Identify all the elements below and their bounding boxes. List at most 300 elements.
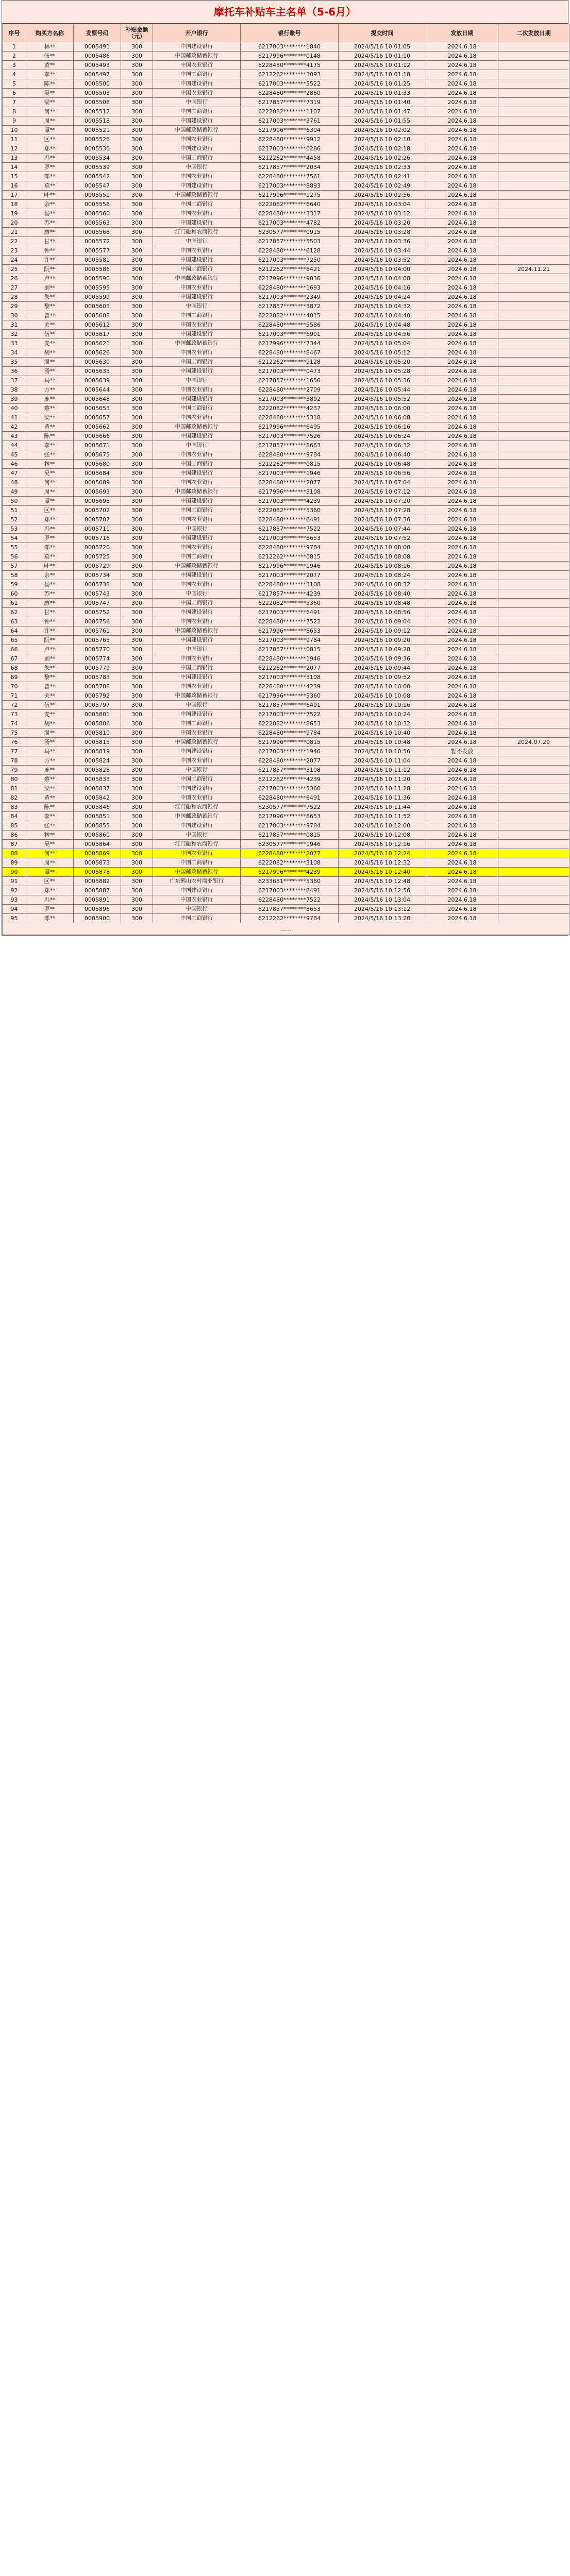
payout-date: 2024.6.18 bbox=[426, 163, 498, 172]
bank-name: 中国工商银行 bbox=[153, 154, 241, 163]
bank-name: 中国银行 bbox=[153, 766, 241, 775]
bank-account: 6228480********5318 bbox=[241, 413, 339, 422]
invoice-number: 0005689 bbox=[74, 478, 121, 487]
subsidy-amount: 300 bbox=[121, 348, 153, 358]
invoice-number: 0005503 bbox=[74, 89, 121, 98]
row-number: 18 bbox=[3, 200, 26, 209]
bank-name: 中国邮政储蓄银行 bbox=[153, 422, 241, 432]
invoice-number: 0005556 bbox=[74, 200, 121, 209]
row-number: 3 bbox=[3, 61, 26, 70]
bank-account: 6230577********1946 bbox=[241, 840, 339, 849]
buyer-name: 郑** bbox=[26, 144, 74, 154]
second-payout-date bbox=[498, 487, 569, 497]
table-row bbox=[3, 914, 569, 923]
submit-time: 2024/5/16 10:05:36 bbox=[339, 376, 426, 385]
bank-name: 中国工商银行 bbox=[153, 358, 241, 367]
submit-time: 2024/5/16 10:01:12 bbox=[339, 61, 426, 70]
subsidy-amount: 300 bbox=[121, 608, 153, 617]
payout-date: 2024.6.18 bbox=[426, 154, 498, 163]
bank-account: 6212262********0815 bbox=[241, 552, 339, 562]
buyer-name: 叶** bbox=[26, 562, 74, 571]
table-row bbox=[3, 283, 569, 293]
row-number: 70 bbox=[3, 682, 26, 691]
payout-date: 2024.6.18 bbox=[426, 877, 498, 886]
table-row bbox=[3, 784, 569, 793]
bank-account: 6228480********2077 bbox=[241, 478, 339, 487]
bank-name: 中国邮政储蓄银行 bbox=[153, 126, 241, 135]
second-payout-date bbox=[498, 460, 569, 469]
subsidy-amount: 300 bbox=[121, 534, 153, 543]
table-row bbox=[3, 209, 569, 218]
invoice-number: 0005752 bbox=[74, 608, 121, 617]
bank-name: 中国工商银行 bbox=[153, 506, 241, 515]
second-payout-date bbox=[498, 868, 569, 877]
buyer-name: 郑** bbox=[26, 886, 74, 895]
subsidy-amount: 300 bbox=[121, 413, 153, 422]
invoice-number: 0005797 bbox=[74, 701, 121, 710]
bank-name: 中国建设银行 bbox=[153, 395, 241, 404]
row-number: 30 bbox=[3, 311, 26, 320]
payout-date: 2024.6.18 bbox=[426, 358, 498, 367]
table-row bbox=[3, 116, 569, 126]
second-payout-date bbox=[498, 617, 569, 626]
submit-time: 2024/5/16 10:08:32 bbox=[339, 580, 426, 589]
second-payout-date bbox=[498, 905, 569, 914]
buyer-name: 许** bbox=[26, 626, 74, 636]
payout-date: 2024.6.18 bbox=[426, 497, 498, 506]
bank-name: 中国银行 bbox=[153, 237, 241, 246]
table-row bbox=[3, 858, 569, 868]
row-number: 33 bbox=[3, 339, 26, 348]
bank-account: 6228480********7522 bbox=[241, 895, 339, 905]
submit-time: 2024/5/16 10:07:20 bbox=[339, 497, 426, 506]
submit-time: 2024/5/16 10:06:56 bbox=[339, 469, 426, 478]
bank-account: 6217003********7526 bbox=[241, 432, 339, 441]
submit-time: 2024/5/16 10:09:28 bbox=[339, 645, 426, 654]
table-row bbox=[3, 552, 569, 562]
subsidy-amount: 300 bbox=[121, 209, 153, 218]
invoice-number: 0005806 bbox=[74, 719, 121, 728]
payout-date: 2024.6.18 bbox=[426, 302, 498, 311]
bank-account: 6217996********4239 bbox=[241, 868, 339, 877]
buyer-name: 区** bbox=[26, 506, 74, 515]
submit-time: 2024/5/16 10:04:56 bbox=[339, 330, 426, 339]
invoice-number: 0005788 bbox=[74, 682, 121, 691]
bank-account: 6228480********9784 bbox=[241, 728, 339, 738]
bank-account: 6222082********1107 bbox=[241, 107, 339, 116]
submit-time: 2024/5/16 10:02:41 bbox=[339, 172, 426, 181]
subsidy-amount: 300 bbox=[121, 135, 153, 144]
subsidy-amount: 300 bbox=[121, 478, 153, 487]
submit-time: 2024/5/16 10:06:24 bbox=[339, 432, 426, 441]
submit-time: 2024/5/16 10:04:00 bbox=[339, 265, 426, 274]
bank-name: 中国工商银行 bbox=[153, 858, 241, 868]
second-payout-date bbox=[498, 691, 569, 701]
row-number: 9 bbox=[3, 116, 26, 126]
row-number: 67 bbox=[3, 654, 26, 664]
invoice-number: 0005491 bbox=[74, 42, 121, 52]
column-header: 补贴金额（元） bbox=[121, 24, 153, 42]
bank-account: 6222082********8653 bbox=[241, 719, 339, 728]
second-payout-date bbox=[498, 135, 569, 144]
subsidy-amount: 300 bbox=[121, 673, 153, 682]
buyer-name: 苏** bbox=[26, 218, 74, 228]
second-payout-date bbox=[498, 580, 569, 589]
second-payout-date bbox=[498, 552, 569, 562]
table-row bbox=[3, 571, 569, 580]
submit-time: 2024/5/16 10:03:12 bbox=[339, 209, 426, 218]
second-payout-date bbox=[498, 441, 569, 450]
submit-time: 2024/5/16 10:05:12 bbox=[339, 348, 426, 358]
invoice-number: 0005621 bbox=[74, 339, 121, 348]
submit-time: 2024/5/16 10:12:08 bbox=[339, 831, 426, 840]
subsidy-amount: 300 bbox=[121, 905, 153, 914]
submit-time: 2024/5/16 10:07:12 bbox=[339, 487, 426, 497]
table-row bbox=[3, 339, 569, 348]
buyer-name: 罗** bbox=[26, 534, 74, 543]
invoice-number: 0005837 bbox=[74, 784, 121, 793]
bank-name: 广东鹤山农村商业银行 bbox=[153, 877, 241, 886]
payout-date: 2024.6.18 bbox=[426, 450, 498, 460]
row-number: 29 bbox=[3, 302, 26, 311]
table-row bbox=[3, 515, 569, 524]
bank-name: 中国工商银行 bbox=[153, 311, 241, 320]
second-payout-date bbox=[498, 645, 569, 654]
bank-account: 6228480********9784 bbox=[241, 543, 339, 552]
submit-time: 2024/5/16 10:06:16 bbox=[339, 422, 426, 432]
table-row bbox=[3, 42, 569, 52]
invoice-number: 0005617 bbox=[74, 330, 121, 339]
bank-name: 中国邮政储蓄银行 bbox=[153, 52, 241, 61]
second-payout-date bbox=[498, 636, 569, 645]
subsidy-amount: 300 bbox=[121, 543, 153, 552]
table-row bbox=[3, 135, 569, 144]
bank-account: 6217003********3761 bbox=[241, 116, 339, 126]
subsidy-amount: 300 bbox=[121, 385, 153, 395]
bank-name: 中国工商银行 bbox=[153, 914, 241, 923]
row-number: 27 bbox=[3, 283, 26, 293]
bank-name: 中国农业银行 bbox=[153, 413, 241, 422]
invoice-number: 0005508 bbox=[74, 98, 121, 107]
payout-date: 2024.6.18 bbox=[426, 849, 498, 858]
subsidy-amount: 300 bbox=[121, 154, 153, 163]
table-row bbox=[3, 766, 569, 775]
payout-date: 2024.6.18 bbox=[426, 79, 498, 89]
table-row bbox=[3, 775, 569, 784]
second-payout-date bbox=[498, 89, 569, 98]
payout-date: 2024.6.18 bbox=[426, 135, 498, 144]
table-row bbox=[3, 534, 569, 543]
payout-date: 2024.6.18 bbox=[426, 626, 498, 636]
table-row bbox=[3, 895, 569, 905]
subsidy-amount: 300 bbox=[121, 580, 153, 589]
payout-date: 2024.6.18 bbox=[426, 617, 498, 626]
payout-date: 2024.6.18 bbox=[426, 256, 498, 265]
table-row bbox=[3, 682, 569, 691]
subsidy-amount: 300 bbox=[121, 886, 153, 895]
second-payout-date bbox=[498, 812, 569, 821]
table-row bbox=[3, 849, 569, 858]
submit-time: 2024/5/16 10:04:48 bbox=[339, 320, 426, 330]
payout-date: 2024.6.18 bbox=[426, 599, 498, 608]
row-number: 72 bbox=[3, 701, 26, 710]
bank-name: 中国邮政储蓄银行 bbox=[153, 626, 241, 636]
invoice-number: 0005860 bbox=[74, 831, 121, 840]
subsidy-amount: 300 bbox=[121, 562, 153, 571]
row-number: 19 bbox=[3, 209, 26, 218]
payout-date: 2024.6.18 bbox=[426, 144, 498, 154]
subsidy-amount: 300 bbox=[121, 858, 153, 868]
bank-name: 中国农业银行 bbox=[153, 283, 241, 293]
invoice-number: 0005815 bbox=[74, 738, 121, 747]
row-number: 36 bbox=[3, 367, 26, 376]
invoice-number: 0005828 bbox=[74, 766, 121, 775]
payout-date: 2024.6.18 bbox=[426, 515, 498, 524]
buyer-name: 区** bbox=[26, 135, 74, 144]
buyer-name: 冯** bbox=[26, 154, 74, 163]
buyer-name: 马** bbox=[26, 376, 74, 385]
bank-account: 6228480********3108 bbox=[241, 580, 339, 589]
payout-date: 2024.6.18 bbox=[426, 200, 498, 209]
bank-account: 6217003********7522 bbox=[241, 710, 339, 719]
invoice-number: 0005761 bbox=[74, 626, 121, 636]
payout-date: 2024.6.18 bbox=[426, 293, 498, 302]
bank-name: 中国邮政储蓄银行 bbox=[153, 812, 241, 821]
bank-account: 6228480********1693 bbox=[241, 283, 339, 293]
buyer-name: 马** bbox=[26, 747, 74, 756]
submit-time: 2024/5/16 10:04:08 bbox=[339, 274, 426, 283]
subsidy-amount: 300 bbox=[121, 849, 153, 858]
subsidy-amount: 300 bbox=[121, 784, 153, 793]
bank-account: 6217003********5360 bbox=[241, 784, 339, 793]
payout-date: 2024.6.18 bbox=[426, 552, 498, 562]
row-number: 78 bbox=[3, 756, 26, 766]
second-payout-date bbox=[498, 52, 569, 61]
subsidy-amount: 300 bbox=[121, 812, 153, 821]
bank-name: 中国邮政储蓄银行 bbox=[153, 191, 241, 200]
payout-date: 2024.6.18 bbox=[426, 385, 498, 395]
bank-account: 6217996********3108 bbox=[241, 487, 339, 497]
subsidy-amount: 300 bbox=[121, 293, 153, 302]
row-number: 48 bbox=[3, 478, 26, 487]
submit-time: 2024/5/16 10:09:36 bbox=[339, 654, 426, 664]
submit-time: 2024/5/16 10:13:20 bbox=[339, 914, 426, 923]
submit-time: 2024/5/16 10:09:20 bbox=[339, 636, 426, 645]
buyer-name: 钟** bbox=[26, 246, 74, 256]
second-payout-date bbox=[498, 154, 569, 163]
subsidy-list-sheet bbox=[2, 0, 568, 936]
row-number: 31 bbox=[3, 320, 26, 330]
invoice-number: 0005608 bbox=[74, 311, 121, 320]
bank-account: 6217003********2349 bbox=[241, 293, 339, 302]
bank-name: 中国农业银行 bbox=[153, 793, 241, 803]
bank-account: 6212262********4458 bbox=[241, 154, 339, 163]
payout-date: 2024.6.18 bbox=[426, 376, 498, 385]
second-payout-date bbox=[498, 395, 569, 404]
bank-name: 中国建设银行 bbox=[153, 821, 241, 831]
submit-time: 2024/5/16 10:07:52 bbox=[339, 534, 426, 543]
payout-date: 2024.6.18 bbox=[426, 413, 498, 422]
table-row bbox=[3, 812, 569, 821]
subsidy-table bbox=[2, 24, 569, 935]
row-number: 11 bbox=[3, 135, 26, 144]
submit-time: 2024/5/16 10:12:24 bbox=[339, 849, 426, 858]
bank-account: 6217857********8653 bbox=[241, 905, 339, 914]
table-row bbox=[3, 608, 569, 617]
buyer-name: 方** bbox=[26, 385, 74, 395]
bank-name: 中国建设银行 bbox=[153, 144, 241, 154]
row-number: 39 bbox=[3, 395, 26, 404]
submit-time: 2024/5/16 10:12:48 bbox=[339, 877, 426, 886]
bank-account: 6222082********6640 bbox=[241, 200, 339, 209]
buyer-name: 黄** bbox=[26, 793, 74, 803]
bank-account: 6217003********3892 bbox=[241, 395, 339, 404]
bank-account: 6217857********4239 bbox=[241, 589, 339, 599]
column-header: 发放日期 bbox=[426, 24, 498, 42]
row-number: 87 bbox=[3, 840, 26, 849]
bank-name: 中国农业银行 bbox=[153, 580, 241, 589]
buyer-name: 伍** bbox=[26, 330, 74, 339]
bank-name: 中国银行 bbox=[153, 441, 241, 450]
invoice-number: 0005534 bbox=[74, 154, 121, 163]
second-payout-date bbox=[498, 701, 569, 710]
buyer-name: 林** bbox=[26, 831, 74, 840]
second-payout-date bbox=[498, 293, 569, 302]
submit-time: 2024/5/16 10:08:08 bbox=[339, 552, 426, 562]
second-payout-date bbox=[498, 79, 569, 89]
bank-name: 中国工商银行 bbox=[153, 404, 241, 413]
subsidy-amount: 300 bbox=[121, 126, 153, 135]
buyer-name: 李** bbox=[26, 441, 74, 450]
buyer-name: 莫** bbox=[26, 552, 74, 562]
bank-account: 6228480********4239 bbox=[241, 682, 339, 691]
invoice-number: 0005873 bbox=[74, 858, 121, 868]
buyer-name: 张** bbox=[26, 52, 74, 61]
payout-date: 2024.6.18 bbox=[426, 589, 498, 599]
submit-time: 2024/5/16 10:08:56 bbox=[339, 608, 426, 617]
submit-time: 2024/5/16 10:02:02 bbox=[339, 126, 426, 135]
buyer-name: 曾** bbox=[26, 311, 74, 320]
second-payout-date bbox=[498, 450, 569, 460]
subsidy-amount: 300 bbox=[121, 302, 153, 311]
bank-account: 6217996********8653 bbox=[241, 812, 339, 821]
row-number: 47 bbox=[3, 469, 26, 478]
bank-name: 中国建设银行 bbox=[153, 330, 241, 339]
invoice-number: 0005635 bbox=[74, 367, 121, 376]
second-payout-date bbox=[498, 274, 569, 283]
table-row bbox=[3, 821, 569, 831]
table-row bbox=[3, 191, 569, 200]
bank-account: 6212262********0815 bbox=[241, 460, 339, 469]
invoice-number: 0005779 bbox=[74, 664, 121, 673]
second-payout-date bbox=[498, 599, 569, 608]
submit-time: 2024/5/16 10:11:44 bbox=[339, 803, 426, 812]
submit-time: 2024/5/16 10:11:52 bbox=[339, 812, 426, 821]
bank-name: 中国农业银行 bbox=[153, 895, 241, 905]
bank-name: 中国工商银行 bbox=[153, 460, 241, 469]
submit-time: 2024/5/16 10:04:40 bbox=[339, 311, 426, 320]
row-number: 20 bbox=[3, 218, 26, 228]
row-number: 26 bbox=[3, 274, 26, 283]
submit-time: 2024/5/16 10:01:05 bbox=[339, 42, 426, 52]
bank-name: 中国农业银行 bbox=[153, 849, 241, 858]
bank-account: 6217003********0473 bbox=[241, 367, 339, 376]
table-row bbox=[3, 52, 569, 61]
payout-date: 2024.6.18 bbox=[426, 719, 498, 728]
bank-account: 6217996********6495 bbox=[241, 422, 339, 432]
buyer-name: 阮** bbox=[26, 265, 74, 274]
second-payout-date bbox=[498, 218, 569, 228]
bank-name: 中国农业银行 bbox=[153, 348, 241, 358]
bank-name: 中国农业银行 bbox=[153, 320, 241, 330]
row-number: 82 bbox=[3, 793, 26, 803]
invoice-number: 0005639 bbox=[74, 376, 121, 385]
submit-time: 2024/5/16 10:05:20 bbox=[339, 358, 426, 367]
subsidy-amount: 300 bbox=[121, 404, 153, 413]
row-number: 28 bbox=[3, 293, 26, 302]
bank-name: 中国银行 bbox=[153, 302, 241, 311]
bank-name: 中国邮政储蓄银行 bbox=[153, 691, 241, 701]
invoice-number: 0005869 bbox=[74, 849, 121, 858]
table-row bbox=[3, 728, 569, 738]
payout-date: 2024.6.18 bbox=[426, 404, 498, 413]
bank-name: 中国农业银行 bbox=[153, 89, 241, 98]
bank-account: 6217996********8653 bbox=[241, 626, 339, 636]
bank-name: 中国建设银行 bbox=[153, 534, 241, 543]
subsidy-amount: 300 bbox=[121, 775, 153, 784]
row-number: 73 bbox=[3, 710, 26, 719]
bank-account: 6217857********3872 bbox=[241, 302, 339, 311]
row-number: 81 bbox=[3, 784, 26, 793]
invoice-number: 0005518 bbox=[74, 116, 121, 126]
row-number: 68 bbox=[3, 664, 26, 673]
buyer-name: 何** bbox=[26, 478, 74, 487]
bank-account: 6228480********6491 bbox=[241, 515, 339, 524]
invoice-number: 0005497 bbox=[74, 70, 121, 79]
second-payout-date bbox=[498, 914, 569, 923]
second-payout-date bbox=[498, 42, 569, 52]
bank-name: 中国邮政储蓄银行 bbox=[153, 339, 241, 348]
invoice-number: 0005572 bbox=[74, 237, 121, 246]
invoice-number: 0005563 bbox=[74, 218, 121, 228]
invoice-number: 0005486 bbox=[74, 52, 121, 61]
row-number: 90 bbox=[3, 868, 26, 877]
table-row bbox=[3, 432, 569, 441]
row-number: 95 bbox=[3, 914, 26, 923]
table-header bbox=[3, 24, 569, 42]
buyer-name: 许** bbox=[26, 256, 74, 265]
payout-date: 2024.6.18 bbox=[426, 89, 498, 98]
table-row bbox=[3, 441, 569, 450]
payout-date: 2024.6.18 bbox=[426, 756, 498, 766]
row-number: 22 bbox=[3, 237, 26, 246]
bank-name: 中国农业银行 bbox=[153, 450, 241, 460]
subsidy-amount: 300 bbox=[121, 358, 153, 367]
payout-date: 2024.6.18 bbox=[426, 191, 498, 200]
subsidy-amount: 300 bbox=[121, 98, 153, 107]
table-row bbox=[3, 126, 569, 135]
payout-date: 2024.6.18 bbox=[426, 654, 498, 664]
buyer-name: 罗** bbox=[26, 163, 74, 172]
bank-account: 6230577********0915 bbox=[241, 228, 339, 237]
bank-account: 6217003********5522 bbox=[241, 79, 339, 89]
invoice-number: 0005560 bbox=[74, 209, 121, 218]
payout-date: 2024.6.18 bbox=[426, 664, 498, 673]
buyer-name: 汤** bbox=[26, 738, 74, 747]
table-row bbox=[3, 172, 569, 181]
submit-time: 2024/5/16 10:10:56 bbox=[339, 747, 426, 756]
submit-time: 2024/5/16 10:03:36 bbox=[339, 237, 426, 246]
